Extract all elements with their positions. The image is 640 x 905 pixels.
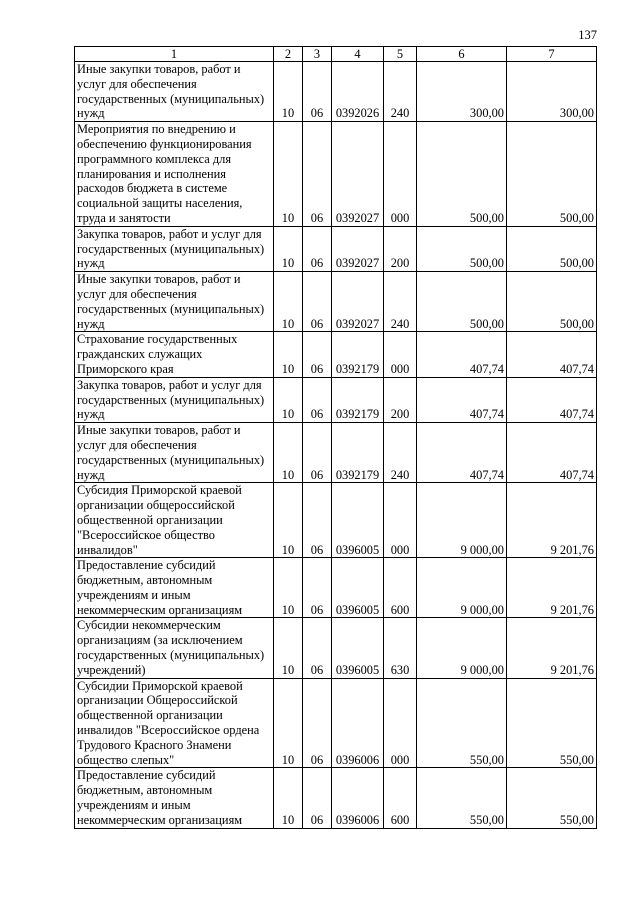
row-target-article: 0392179 [332,377,384,422]
row-target-article: 0392179 [332,423,384,483]
row-amount-7: 407,74 [507,423,597,483]
row-expense-type: 200 [384,226,417,271]
row-expense-type: 000 [384,122,417,227]
table-row [75,618,597,678]
table-row [75,483,597,558]
row-target-article: 0392027 [332,226,384,271]
row-amount-7: 9 201,76 [507,483,597,558]
row-name: Предоставление субсидий бюджетным, автономным учреждениям и иным некоммерческим организациям [75,558,274,618]
row-subsection: 06 [303,768,332,828]
row-section: 10 [274,332,303,377]
row-amount-6: 9 000,00 [417,558,507,618]
row-amount-6: 550,00 [417,768,507,828]
row-amount-7: 500,00 [507,272,597,332]
row-amount-6: 9 000,00 [417,483,507,558]
row-subsection: 06 [303,483,332,558]
row-expense-type: 200 [384,377,417,422]
row-section: 10 [274,558,303,618]
column-header: 2 [274,47,303,62]
row-section: 10 [274,272,303,332]
row-expense-type: 240 [384,423,417,483]
row-expense-type: 240 [384,62,417,122]
row-amount-7: 300,00 [507,62,597,122]
row-name: Предоставление субсидий бюджетным, автономным учреждениям и иным некоммерческим организациям [75,768,274,828]
row-target-article: 0392026 [332,62,384,122]
row-name: Субсидия Приморской краевой организации общероссийской общественной организации "Всероссийское общество инвалидов" [75,483,274,558]
row-subsection: 06 [303,423,332,483]
row-amount-6: 407,74 [417,377,507,422]
row-amount-6: 500,00 [417,272,507,332]
row-name: Субсидии некоммерческим организациям (за исключением государственных (муниципальных) учреждений) [75,618,274,678]
row-name: Мероприятия по внедрению и обеспечению функционирования программного комплекса для планирования и исполнения расходов бюджета в системе социальной защиты населения, труда и занятости [75,122,274,227]
row-amount-7: 9 201,76 [507,618,597,678]
row-section: 10 [274,423,303,483]
row-amount-7: 9 201,76 [507,558,597,618]
row-expense-type: 000 [384,332,417,377]
row-target-article: 0396005 [332,618,384,678]
row-amount-6: 500,00 [417,226,507,271]
row-target-article: 0396005 [332,483,384,558]
row-amount-6: 407,74 [417,332,507,377]
column-header: 5 [384,47,417,62]
row-name: Иные закупки товаров, работ и услуг для обеспечения государственных (муниципальных) нужд [75,272,274,332]
row-name: Страхование государственных гражданских служащих Приморского края [75,332,274,377]
row-expense-type: 000 [384,483,417,558]
table-row [75,226,597,271]
row-amount-7: 550,00 [507,768,597,828]
row-subsection: 06 [303,226,332,271]
row-amount-7: 500,00 [507,226,597,271]
row-subsection: 06 [303,678,332,768]
row-name: Закупка товаров, работ и услуг для государственных (муниципальных) нужд [75,226,274,271]
row-section: 10 [274,618,303,678]
column-header: 3 [303,47,332,62]
row-section: 10 [274,122,303,227]
row-target-article: 0392027 [332,122,384,227]
row-section: 10 [274,377,303,422]
row-subsection: 06 [303,618,332,678]
row-name: Закупка товаров, работ и услуг для государственных (муниципальных) нужд [75,377,274,422]
row-amount-6: 407,74 [417,423,507,483]
row-target-article: 0396006 [332,678,384,768]
row-section: 10 [274,483,303,558]
row-expense-type: 630 [384,618,417,678]
row-amount-7: 550,00 [507,678,597,768]
row-section: 10 [274,226,303,271]
row-amount-7: 407,74 [507,377,597,422]
row-name: Иные закупки товаров, работ и услуг для обеспечения государственных (муниципальных) нужд [75,423,274,483]
column-header: 7 [507,47,597,62]
row-target-article: 0396006 [332,768,384,828]
row-expense-type: 240 [384,272,417,332]
budget-table [74,46,597,829]
column-header: 4 [332,47,384,62]
table-row [75,332,597,377]
table-row [75,678,597,768]
table-row [75,272,597,332]
table-row [75,558,597,618]
table-row [75,62,597,122]
page-number: 137 [578,28,597,42]
table-row [75,768,597,828]
row-amount-7: 407,74 [507,332,597,377]
row-target-article: 0396005 [332,558,384,618]
row-amount-6: 9 000,00 [417,618,507,678]
column-header: 1 [75,47,274,62]
row-amount-6: 500,00 [417,122,507,227]
row-section: 10 [274,768,303,828]
row-section: 10 [274,678,303,768]
table-header-row [75,47,597,62]
row-expense-type: 600 [384,768,417,828]
row-subsection: 06 [303,558,332,618]
row-expense-type: 600 [384,558,417,618]
row-subsection: 06 [303,62,332,122]
row-amount-6: 300,00 [417,62,507,122]
row-target-article: 0392027 [332,272,384,332]
row-subsection: 06 [303,332,332,377]
column-header: 6 [417,47,507,62]
row-expense-type: 000 [384,678,417,768]
row-subsection: 06 [303,272,332,332]
row-target-article: 0392179 [332,332,384,377]
row-amount-6: 550,00 [417,678,507,768]
row-subsection: 06 [303,377,332,422]
table-row [75,423,597,483]
table-row [75,377,597,422]
row-name: Иные закупки товаров, работ и услуг для обеспечения государственных (муниципальных) нужд [75,62,274,122]
row-amount-7: 500,00 [507,122,597,227]
row-name: Субсидии Приморской краевой организации Общероссийской общественной организации инвалидов "Всероссийское ордена Трудового Красного Знамени общество слепых" [75,678,274,768]
row-section: 10 [274,62,303,122]
row-subsection: 06 [303,122,332,227]
table-row [75,122,597,227]
